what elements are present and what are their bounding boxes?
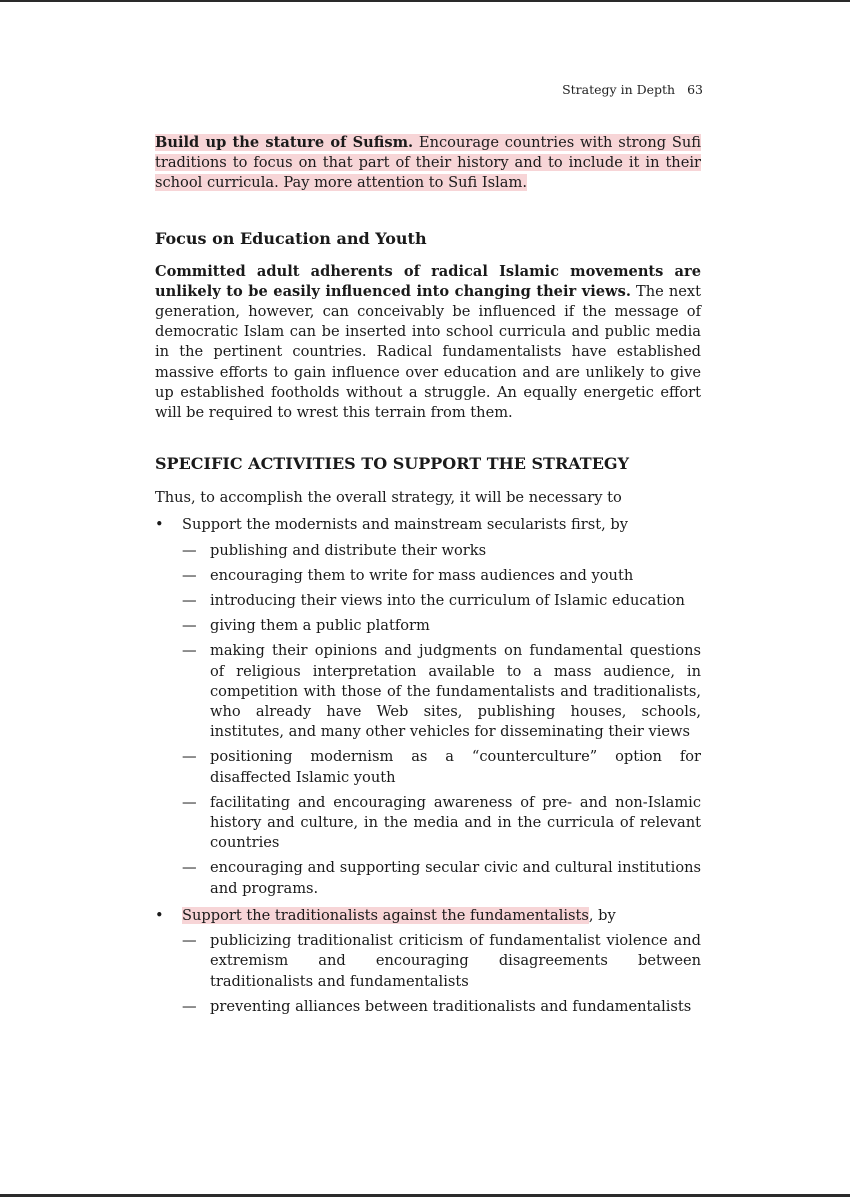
dash-mark: — — [182, 748, 197, 766]
bullet-modernists — [155, 515, 701, 898]
list-item — [182, 591, 701, 611]
bullet-mark: • — [155, 516, 164, 534]
page-number: 63 — [687, 82, 703, 97]
modernists-sublist — [182, 541, 701, 899]
list-item-text: facilitating and encouraging awareness of pre- and non-Islamic history and culture, in the media and in the curricula of relevant countries — [210, 793, 701, 852]
list-item — [182, 616, 701, 636]
dash-mark: — — [182, 793, 197, 811]
page-body — [155, 133, 701, 1024]
list-item — [182, 541, 701, 561]
dash-mark: — — [182, 859, 197, 877]
list-item-text: introducing their views into the curriculum of Islamic education — [210, 592, 685, 610]
bullet-modernists-text: Support the modernists and mainstream secularists first, by — [182, 516, 628, 534]
bullet-traditionalists — [155, 906, 701, 1017]
activities-bullet-list — [155, 515, 701, 1016]
list-item-text: encouraging them to write for mass audiences and youth — [210, 566, 634, 584]
list-item — [182, 747, 701, 787]
dash-mark: — — [182, 997, 197, 1015]
sufism-text: Encourage countries with strong Sufi traditions to focus on that part of their history and to include it in their school curricula. Pay more attention to Sufi Islam. — [155, 134, 701, 192]
list-item — [182, 997, 701, 1017]
traditionalists-sublist — [182, 931, 701, 1017]
list-item-text: preventing alliances between traditionalists and fundamentalists — [210, 997, 692, 1015]
list-item-text: making their opinions and judgments on fundamental questions of religious interpretation available to a mass audience, in competition with those of the fundamentalists and traditionalists, who already have Web sites, publishing houses, schools, institutes, and many other vehicles for disseminating their views — [210, 642, 701, 741]
bottom-edge-rule — [0, 1194, 850, 1197]
education-text: The next generation, however, can conceivably be influenced if the message of democratic Islam can be inserted into school curricula and public media in the pertinent countries. Radical fundamentalists have established massive efforts to gain influence over education and are unlikely to give up established footholds without a struggle. An equally energetic effort will be required to wrest this terrain from them. — [155, 282, 701, 422]
dash-mark: — — [182, 932, 197, 950]
sufism-lead: Build up the stature of Sufism. — [155, 134, 414, 151]
list-item — [182, 641, 701, 742]
list-item — [182, 793, 701, 854]
dash-mark: — — [182, 617, 197, 635]
dash-mark: — — [182, 592, 197, 610]
activities-heading: SPECIFIC ACTIVITIES TO SUPPORT THE STRATEGY — [155, 454, 629, 474]
list-item-text: publicizing traditionalist criticism of fundamentalist violence and extremism and encouraging disagreements between traditionalists and fundamentalists — [210, 932, 701, 990]
education-heading: Focus on Education and Youth — [155, 228, 427, 248]
top-edge-rule — [0, 0, 850, 2]
list-item-text: positioning modernism as a “counterculture” option for disaffected Islamic youth — [210, 748, 701, 786]
dash-mark: — — [182, 642, 197, 660]
list-item-text: giving them a public platform — [210, 617, 430, 635]
list-item — [182, 931, 701, 992]
bullet-mark: • — [155, 906, 164, 924]
education-paragraph — [155, 262, 701, 424]
list-item-text: encouraging and supporting secular civic and cultural institutions and programs. — [210, 859, 701, 897]
sufism-highlight — [155, 134, 701, 191]
education-lead: Committed adult adherents of radical Islamic movements are unlikely to be easily influenced into changing their views. — [155, 262, 701, 300]
bullet-traditionalists-suffix: , by — [588, 906, 616, 924]
list-item — [182, 858, 701, 898]
running-head — [562, 82, 703, 97]
activities-intro: Thus, to accomplish the overall strategy, it will be necessary to — [155, 489, 622, 507]
bullet-traditionalists-highlight: Support the traditionalists against the fundamentalists — [182, 906, 589, 924]
sufism-paragraph — [155, 133, 701, 194]
dash-mark: — — [182, 541, 197, 559]
list-item-text: publishing and distribute their works — [210, 541, 487, 559]
running-title: Strategy in Depth — [562, 82, 676, 97]
dash-mark: — — [182, 566, 197, 584]
list-item — [182, 566, 701, 586]
